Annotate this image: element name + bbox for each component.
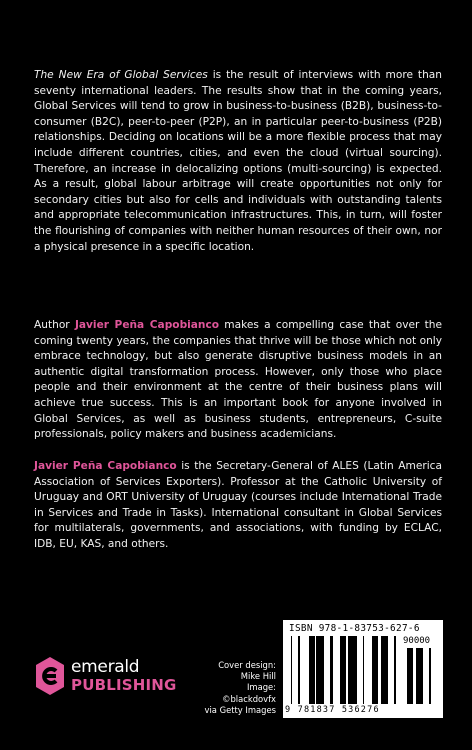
author-bio-text: is the Secretary-General of ALES (Latin America Association of Services Exporters). Professor at the Catholic University of Uruguay and ORT University of Uruguay (courses include International Trade in Services and Trade in Tasks). International consultant in Global Services for multilaterals, governments, and associations, with funding by ECLAC, IDB, EU, KAS, and others. xyxy=(34,460,442,550)
synopsis-paragraph xyxy=(34,68,442,255)
book-title: The New Era of Global Services xyxy=(34,69,208,81)
credit-line: via Getty Images xyxy=(204,704,276,715)
author-prefix: Author xyxy=(34,319,75,331)
credit-line: ©blackdovfx xyxy=(222,693,276,704)
synopsis-text: is the result of interviews with more than seventy international leaders. The results show that in the coming years, Global Services will tend to grow in business-to-business (B2B), business-to-consumer (B2C), peer-to-peer (P2P), an in particular peer-to-business (P2B) relationships. Deciding on locations will be a more flexible process that may include different countries, cities, and even the cloud (virtual sourcing). Therefore, an increase in delocalizing options (multi-sourcing) is expected. As a result, global labour arbitrage will create opportunities not only for secondary cities but also for cells and individuals with outstanding talents and appropriate telecommunication infrastructures. This, in turn, will foster the flourishing of companies with neither human resources of their own, nor a physical presence in a specific location. xyxy=(34,69,442,253)
author-case-text: makes a compelling case that over the coming twenty years, the companies that thrive will be those which not only embrace technology, but also generate disruptive business models in an authentic digital transformation process. However, only those who place people and their environment at the centre of their business plans will achieve true success. This is an important book for anyone involved in Global Services, as well as business students, entrepreneurs, C-suite professionals, policy makers and business academicians. xyxy=(34,319,442,441)
credit-line: Mike Hill xyxy=(240,671,276,682)
author-bio-paragraph xyxy=(34,459,442,553)
publisher-subname: PUBLISHING xyxy=(71,676,177,694)
credit-line: Cover design: xyxy=(218,660,276,670)
credit-line: Image: xyxy=(246,682,276,693)
isbn-barcode xyxy=(283,620,443,718)
emerald-logo-icon xyxy=(34,656,66,696)
author-name-bio: Javier Peña Capobianco xyxy=(34,460,177,472)
author-name: Javier Peña Capobianco xyxy=(74,319,220,331)
publisher-logo xyxy=(34,656,177,696)
addon-barcode-bars xyxy=(401,648,437,706)
isbn-label: ISBN 978-1-83753-627-6 xyxy=(289,623,420,634)
addon-code: 90000 xyxy=(403,636,431,646)
author-case-paragraph xyxy=(34,318,442,443)
ean-barcode-bars xyxy=(291,636,397,706)
publisher-name: emerald xyxy=(71,657,140,677)
cover-credits xyxy=(205,660,277,716)
barcode-digits: 9 781837 536276 xyxy=(285,705,380,715)
